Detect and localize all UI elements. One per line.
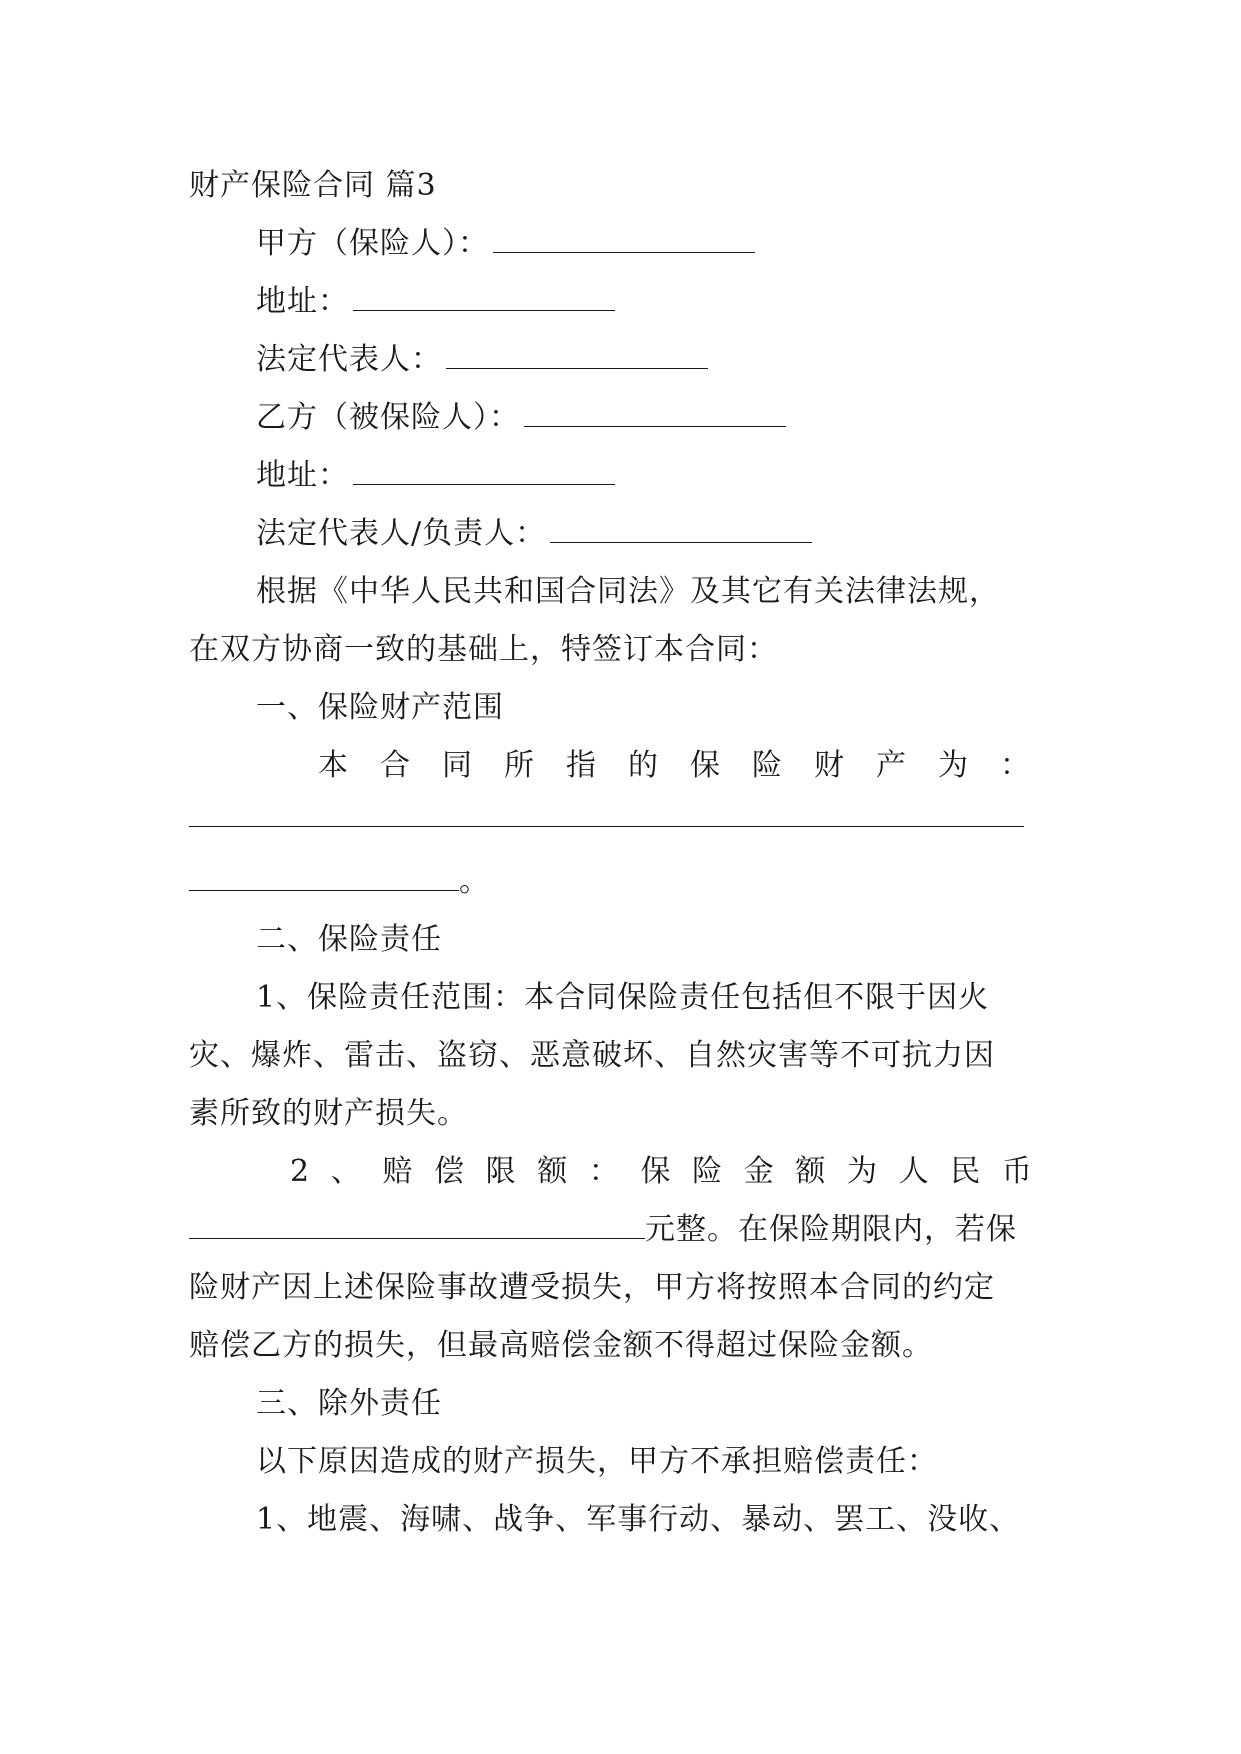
s2-item1-line-3: 素所致的财产损失。 bbox=[189, 1096, 468, 1131]
section2-title: 二、保险责任 bbox=[256, 922, 442, 957]
section1-char: 险 bbox=[752, 748, 782, 783]
party-a-address-label: 地址： bbox=[256, 284, 349, 319]
section1-char: 本 bbox=[318, 748, 348, 783]
s2-item2-line-1 bbox=[290, 1152, 1032, 1192]
party-b-address-blank[interactable] bbox=[353, 456, 615, 485]
party-b-address-field bbox=[256, 456, 615, 496]
section1-blank-line-2[interactable] bbox=[189, 862, 459, 891]
section1-char: 所 bbox=[504, 748, 534, 783]
s2-item2-char: 额 bbox=[537, 1154, 568, 1189]
s2-item2-char: 2 bbox=[290, 1154, 310, 1189]
section1-char: 财 bbox=[814, 748, 844, 783]
s3-item-1: 1、地震、海啸、战争、军事行动、暴动、罢工、没收、 bbox=[256, 1502, 1021, 1537]
party-a-blank[interactable] bbox=[493, 224, 755, 253]
party-b-address-label: 地址： bbox=[256, 458, 349, 493]
party-a-rep-label: 法定代表人： bbox=[256, 342, 442, 377]
section1-blank-line-1[interactable] bbox=[189, 826, 1024, 827]
section1-char: ： bbox=[1000, 748, 1030, 783]
s2-item2-char: 限 bbox=[485, 1154, 516, 1189]
party-b-rep-label: 法定代表人/负责人： bbox=[256, 516, 547, 551]
intro-line-1: 根据《中华人民共和国合同法》及其它有关法律法规， bbox=[256, 574, 1000, 609]
section1-blank-line-2-row bbox=[189, 862, 490, 902]
section1-char: 同 bbox=[442, 748, 472, 783]
party-b-blank[interactable] bbox=[524, 398, 786, 427]
s2-item2-char: 偿 bbox=[433, 1154, 464, 1189]
s2-item2-line-4: 赔偿乙方的损失，但最高赔偿金额不得超过保险金额。 bbox=[189, 1328, 933, 1363]
party-a-field bbox=[256, 224, 755, 264]
s2-item2-line-2-row bbox=[189, 1210, 1017, 1250]
section1-char: 指 bbox=[566, 748, 596, 783]
s2-item2-char: ： bbox=[588, 1154, 619, 1189]
party-b-rep-blank[interactable] bbox=[550, 514, 812, 543]
party-a-address-field bbox=[256, 282, 615, 322]
party-b-label: 乙方（被保险人）： bbox=[256, 400, 520, 435]
s2-item1-line-1: 1、保险责任范围：本合同保险责任包括但不限于因火 bbox=[256, 980, 990, 1015]
s2-item2-char: 额 bbox=[795, 1154, 826, 1189]
s2-item2-char: 人 bbox=[898, 1154, 929, 1189]
s2-item2-char: 金 bbox=[743, 1154, 774, 1189]
insured-amount-blank[interactable] bbox=[189, 1210, 645, 1239]
party-a-rep-field bbox=[256, 340, 708, 380]
document-title: 财产保险合同 篇3 bbox=[189, 168, 437, 203]
section1-period: 。 bbox=[459, 864, 490, 899]
s2-item2-char: 险 bbox=[692, 1154, 723, 1189]
s2-item2-char: 民 bbox=[950, 1154, 981, 1189]
section1-char: 产 bbox=[876, 748, 906, 783]
intro-line-2: 在双方协商一致的基础上，特签订本合同： bbox=[189, 632, 778, 667]
section1-title: 一、保险财产范围 bbox=[256, 690, 504, 725]
party-b-field bbox=[256, 398, 786, 438]
party-a-address-blank[interactable] bbox=[353, 282, 615, 311]
section1-char: 为 bbox=[938, 748, 968, 783]
section1-sentence bbox=[318, 746, 1030, 786]
s2-item2-char: 为 bbox=[846, 1154, 877, 1189]
section3-title: 三、除外责任 bbox=[256, 1386, 442, 1421]
s2-item1-line-2: 灾、爆炸、雷击、盗窃、恶意破坏、自然灾害等不可抗力因 bbox=[189, 1038, 995, 1073]
section1-char: 保 bbox=[690, 748, 720, 783]
section1-char: 的 bbox=[628, 748, 658, 783]
s2-item2-char: 保 bbox=[640, 1154, 671, 1189]
s3-intro: 以下原因造成的财产损失，甲方不承担赔偿责任： bbox=[256, 1444, 938, 1479]
s2-item2-char: 币 bbox=[1001, 1154, 1032, 1189]
party-b-rep-field bbox=[256, 514, 812, 554]
s2-item2-line-2: 元整。在保险期限内，若保 bbox=[645, 1212, 1017, 1247]
s2-item2-char: 赔 bbox=[382, 1154, 413, 1189]
section1-char: 合 bbox=[380, 748, 410, 783]
party-a-label: 甲方（保险人）： bbox=[256, 226, 489, 261]
party-a-rep-blank[interactable] bbox=[446, 340, 708, 369]
s2-item2-line-3: 险财产因上述保险事故遭受损失，甲方将按照本合同的约定 bbox=[189, 1270, 995, 1305]
s2-item2-char: 、 bbox=[330, 1154, 361, 1189]
